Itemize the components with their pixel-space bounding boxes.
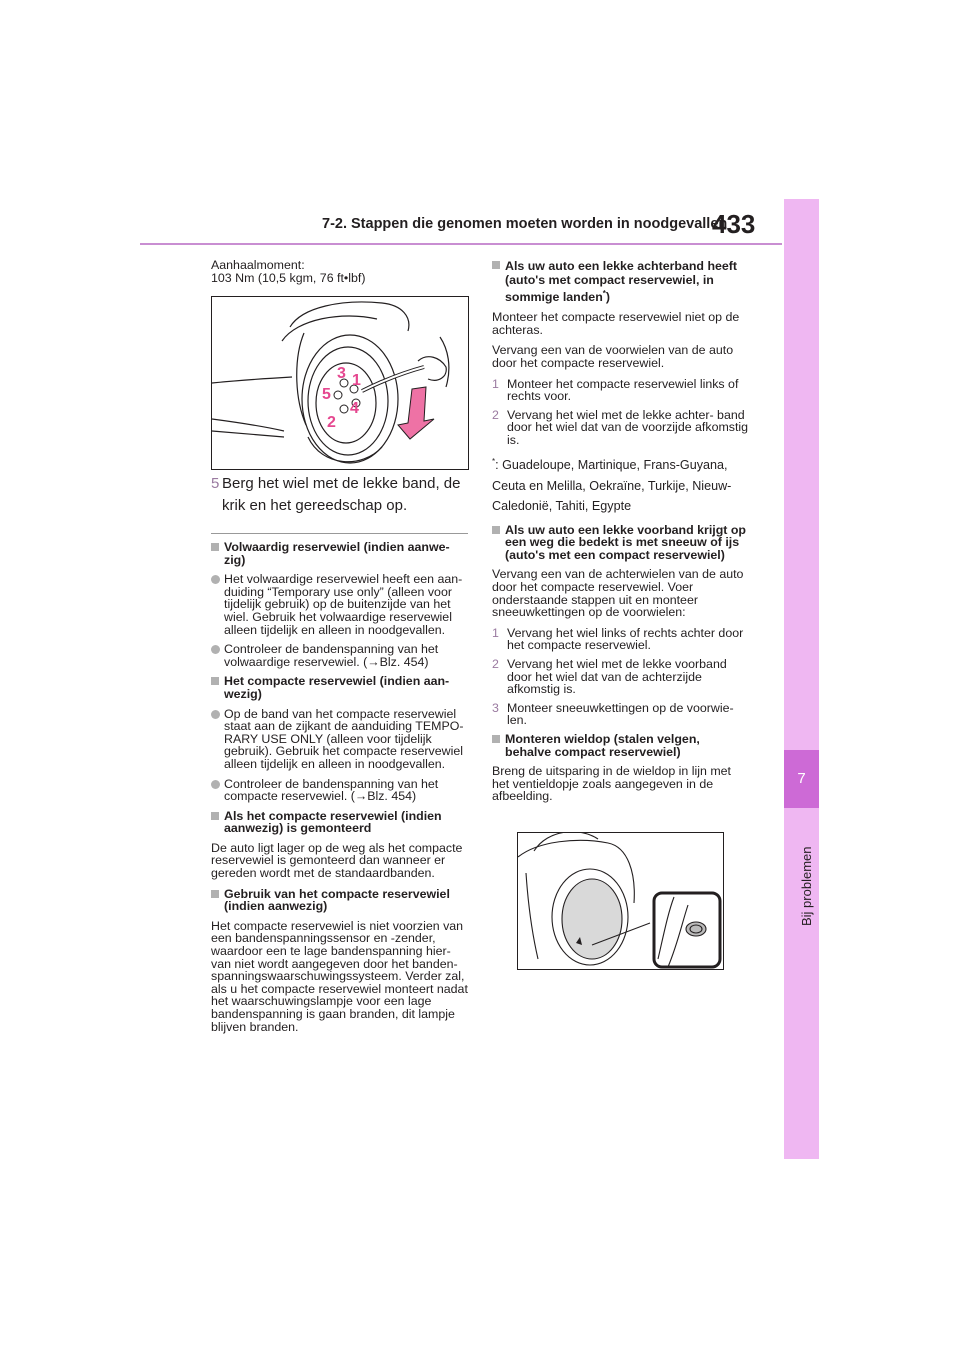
chapter-label: Bij problemen xyxy=(799,846,814,926)
section-title: 7-2. Stappen die genomen moeten worden in noodgevallen xyxy=(322,216,728,232)
wheel-cap-para: Breng de uitsparing in de wieldop in lijn met het ventieldopje zoals aangegeven in de afbeelding. xyxy=(492,764,732,804)
step-5-text: Berg het wiel met de lekke band, de krik en het gereedschap op. xyxy=(222,475,461,514)
full-spare-heading: Volwaardig reservewiel (indien aanwe- zig) xyxy=(211,541,468,566)
chapter-number: 7 xyxy=(784,750,819,808)
left-column-notes xyxy=(211,541,468,1041)
front-flat-step-1: 1 Vervang het wiel links of rechts achter door het compacte reservewiel. xyxy=(492,625,744,653)
full-spare-bullet-1: Het volwaardige reservewiel heeft een aan- duiding “Temporary use only” (alleen voor tijdelijk gebruik) op de buitenzijde van het wiel. Gebruik het volwaardige reservewiel alleen tijdelijk en alleen in noodgevallen. xyxy=(211,573,468,636)
bolt-number-3: 3 xyxy=(337,365,346,382)
full-spare-bullet-2: Controleer de bandenspanning van het volwaardige reservewiel. (→Blz. 454) xyxy=(211,643,468,668)
chapter-side-tab xyxy=(784,199,819,1159)
section-divider xyxy=(211,533,468,534)
bolt-number-2: 2 xyxy=(327,414,336,431)
rear-flat-heading: Als uw auto een lekke achterband heeft (auto's met compact reservewiel, in sommige landen*) xyxy=(492,259,749,304)
bolt-number-5: 5 xyxy=(322,386,331,403)
front-flat-snow-heading: Als uw auto een lekke voorband krijgt op een weg die bedekt is met sneeuw of ijs (auto's met een compact reservewiel) xyxy=(492,524,749,562)
compact-spare-bullet-1: Op de band van het compacte reservewiel staat aan de zijkant de aanduiding TEMPO- RARY USE ONLY (alleen voor tijdelijk gebruik). Gebruik het compacte reservewiel alleen tijdelijk en alleen in noodgevallen. xyxy=(211,708,468,771)
lug-nut-tightening-figure xyxy=(211,296,469,470)
rear-flat-step-1: 1 Monteer het compacte reservewiel links of rechts voor. xyxy=(492,376,739,404)
compact-use-heading: Gebruik van het compacte reservewiel (indien aanwezig) xyxy=(211,888,468,913)
torque-spec xyxy=(211,259,468,284)
page-number: 433 xyxy=(712,209,756,239)
compact-use-text: Het compacte reservewiel is niet voorzien van een bandenspanningssensor en -zender, waardoor een te lage bandenspanning hier- van niet wordt aangegeven door het banden- spanningswaarschuwingssysteem. Verder zal, als u het compacte reservewiel monteert nadat het waarschuwingslampje voor een lage bandenspanning is gaan branden, dit lampje blijven branden. xyxy=(211,918,468,1034)
header-rule xyxy=(140,243,782,245)
rear-flat-para-1: Monteer het compacte reservewiel niet op de achteras. xyxy=(492,310,740,337)
step-5-number: 5 xyxy=(211,475,220,492)
front-flat-step-2: 2 Vervang het wiel met de lekke voorband door het wiel dat van de achterzijde afkomstig is. xyxy=(492,657,727,697)
front-flat-step-3: 3 Monteer sneeuwkettingen op de voorwie- len. xyxy=(492,700,734,728)
wheel-cap-alignment-figure xyxy=(517,832,724,970)
bolt-number-1: 1 xyxy=(352,372,361,389)
compact-mounted-text: De auto ligt lager op de weg als het compacte reservewiel is gemonteerd dan wanneer er gereden wordt met de standaardbanden. xyxy=(211,840,463,881)
front-flat-snow-para: Vervang een van de achterwielen van de auto door het compacte reservewiel. Voer onderstaande stappen uit en monteer sneeuwkettingen op de voorwielen: xyxy=(492,567,744,620)
rear-flat-para-2: Vervang een van de voorwielen van de auto door het compacte reservewiel. xyxy=(492,343,734,370)
bolt-number-4: 4 xyxy=(350,400,359,417)
footnote: *: Guadeloupe, Martinique, Frans-Guyana, Ceuta en Melilla, Oekraïne, Turkije, Nieuw- Caledonië, Tahiti, Egypte xyxy=(492,457,732,513)
wheel-cap-heading: Monteren wieldop (stalen velgen, behalve compact reservewiel) xyxy=(492,733,749,758)
torque-label: Aanhaalmoment: xyxy=(211,258,305,272)
compact-spare-bullet-2: Controleer de bandenspanning van het compacte reservewiel. (→Blz. 454) xyxy=(211,778,468,803)
rear-flat-step-2: 2 Vervang het wiel met de lekke achter- band door het wiel dat van de voorzijde afkomstig is. xyxy=(492,407,749,447)
step-5 xyxy=(211,473,467,517)
right-column-notes xyxy=(492,259,749,811)
compact-spare-heading: Het compacte reservewiel (indien aan- wezig) xyxy=(211,675,468,700)
compact-mounted-heading: Als het compacte reservewiel (indien aanwezig) is gemonteerd xyxy=(211,810,468,835)
torque-value: 103 Nm (10,5 kgm, 76 ft•lbf) xyxy=(211,270,366,285)
